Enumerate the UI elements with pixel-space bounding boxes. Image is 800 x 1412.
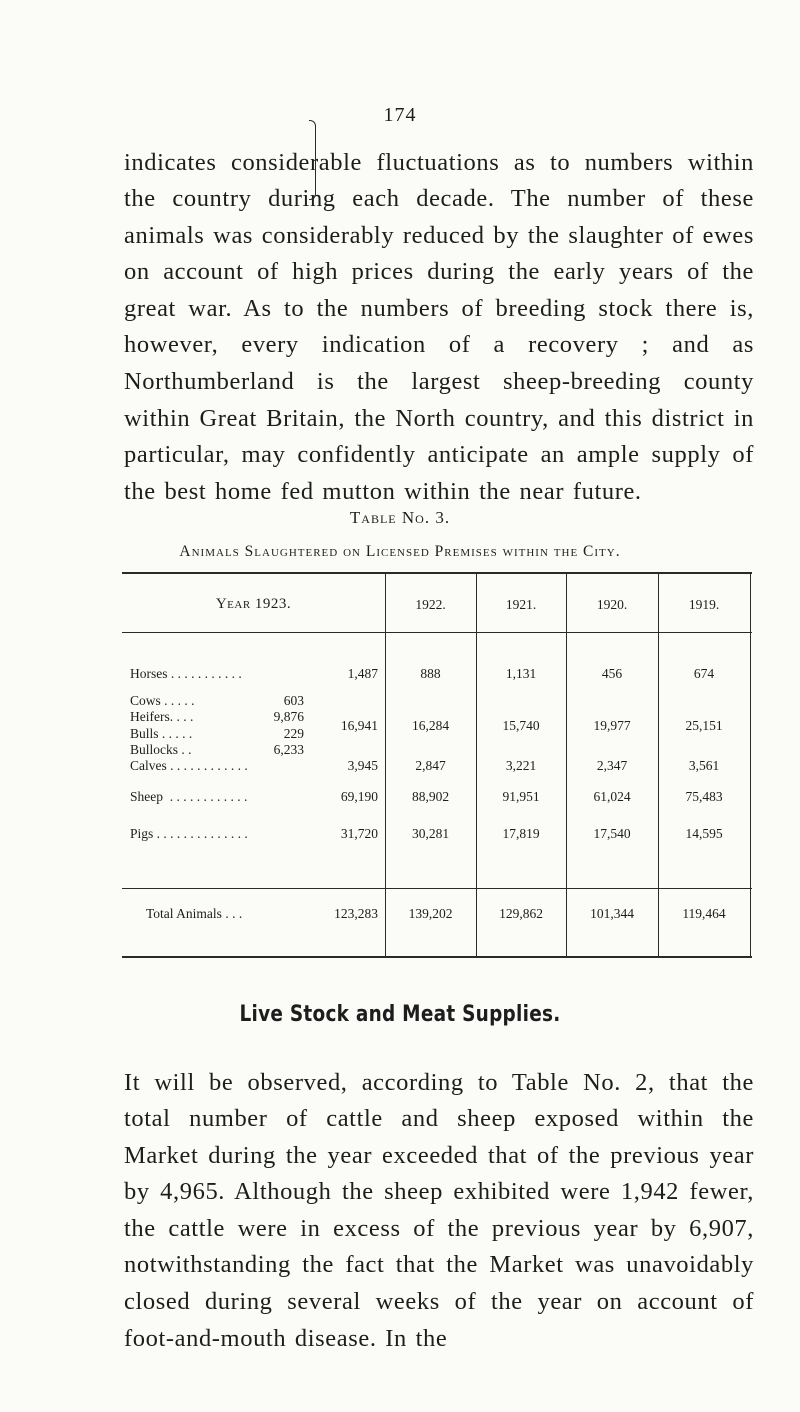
header-1922: 1922. [415,597,446,612]
horses-1919: 674 [693,666,715,681]
total-rule-full [122,888,752,889]
cattle-1919: 25,151 [685,718,723,733]
pigs-1919: 14,595 [685,826,723,841]
body-paragraph-1: indicates considerable fluctuations as to numbers within the country during each decade. The number of these animals was considerably reduced by the slaughter of ewes on account of high prices during the early years of the great war. As to the numbers of breeding stock there is, however, every indication of a recovery ; and as Northumberland is the largest sheep-breeding county within Great Britain, the North country, and this district in particular, may confidently anticipate an ample supply of the best home fed mutton within the near future. [124,148,754,505]
calves-1923: 3,945 [347,758,378,773]
calves-1919: 3,561 [688,758,720,773]
bulls-1923: 229 [283,726,304,741]
cattle-1922: 16,284 [411,718,450,733]
row-label-calves: Calves . . . . . . . . . . . . [130,758,248,773]
heifers-1923: 9,876 [273,709,304,724]
row-label-pigs: Pigs . . . . . . . . . . . . . . [130,826,248,841]
header-year-1923: Year 1923. [215,596,292,612]
cattle-brace [309,120,316,200]
pigs-1921: 17,819 [502,826,540,841]
pigs-1923: 31,720 [340,826,378,841]
horses-1923: 1,487 [347,666,378,681]
sheep-1923: 69,190 [340,789,378,804]
header-1920: 1920. [596,597,628,612]
row-label-bullocks: Bullocks . . [130,742,192,757]
table-label: Table No. 3. [349,508,451,527]
bullocks-1923: 6,233 [273,742,304,757]
row-label-sheep: Sheep . . . . . . . . . . . . [130,789,248,804]
row-label-heifers: Heifers. . . . [130,709,194,724]
calves-1920: 2,347 [596,758,628,773]
body-paragraph-2: It will be observed, according to Table No. 2, that the total number of cattle and sheep exposed within the Market during the year exceeded that of the previous year by 4,965. Although the sheep exhibited were 1,942 fewer, the cattle were in excess of the previous year by 6,907, notwithstanding the fact that the Market was unavoidably closed during several weeks of the year on account of foot-and-mouth disease. In the [124,1068,754,1352]
table-extension [122,572,752,792]
horses-1921: 1,131 [505,666,537,681]
header-1919: 1919. [688,597,720,612]
table-title: Animals Slaughtered on Licensed Premises within the City. [179,543,621,560]
sheep-1920: 61,024 [593,789,631,804]
pigs-1920: 17,540 [593,826,631,841]
horses-1920: 456 [601,666,623,681]
table-bottom-rule-full [122,956,752,958]
row-label-total: Total Animals . . . [146,906,243,921]
sheep-1921: 91,951 [502,789,540,804]
total-1923: 123,283 [334,906,378,921]
total-1921: 129,862 [499,906,543,921]
header-1921: 1921. [505,597,537,612]
cattle-1921: 15,740 [502,718,540,733]
row-label-horses: Horses . . . . . . . . . . . [130,666,242,681]
calves-1922: 2,847 [415,758,446,773]
total-1922: 139,202 [408,906,453,921]
total-1919: 119,464 [682,906,726,921]
cattle-1920: 19,977 [593,718,631,733]
cows-1923: 603 [283,693,304,708]
page-number: 174 [383,104,417,126]
row-label-bulls: Bulls . . . . . [130,726,193,741]
section-heading: Live Stock and Meat Supplies. [239,1002,561,1027]
sheep-1922: 88,902 [411,789,450,804]
total-1920: 101,344 [590,906,634,921]
cattle-1923: 16,941 [340,718,378,733]
calves-1921: 3,221 [505,758,537,773]
horses-1922: 888 [420,666,441,681]
sheep-1919: 75,483 [685,789,723,804]
pigs-1922: 30,281 [411,826,450,841]
row-label-cows: Cows . . . . . [130,693,195,708]
